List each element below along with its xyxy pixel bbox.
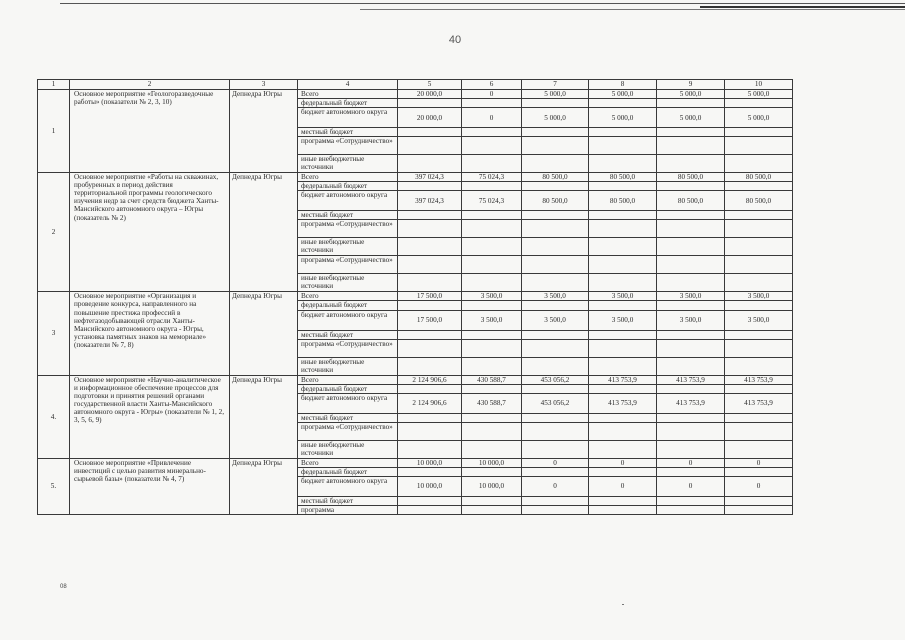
value-cell: 10 000,0 <box>462 458 522 467</box>
value-cell: 3 500,0 <box>725 310 793 330</box>
source-label: Всего <box>298 375 398 384</box>
value-cell: 10 000,0 <box>398 458 462 467</box>
value-cell: 5 000,0 <box>589 90 657 99</box>
event-name: Основное мероприятие «Научно-аналитическое и информационное обеспечение процессов для подготовки и принятия решений органами государственной власти Ханты-Мансийского автономного округа - Югры» (показатели № 1, 2, 3, 5, 6, 9) <box>70 375 230 458</box>
source-label: программа «Сотрудничество» <box>298 339 398 357</box>
event-name: Основное мероприятие «Работы на скважинах, пробуренных в период действия территориальной программы геологического изучения недр за счет средств бюджета Ханты-Мансийского автономного округа – Югры (показатель № 2) <box>70 173 230 292</box>
column-header: 8 <box>589 80 657 90</box>
value-cell: 80 500,0 <box>657 191 725 211</box>
column-header: 10 <box>725 80 793 90</box>
value-cell: 413 753,9 <box>725 375 793 384</box>
value-cell: 3 500,0 <box>522 310 589 330</box>
value-cell: 80 500,0 <box>522 173 589 182</box>
value-cell: 80 500,0 <box>589 191 657 211</box>
value-cell: 430 588,7 <box>462 375 522 384</box>
source-label: местный бюджет <box>298 496 398 505</box>
value-cell: 3 500,0 <box>657 310 725 330</box>
value-cell: 3 500,0 <box>522 292 589 301</box>
table-body <box>38 80 793 515</box>
value-cell: 0 <box>589 458 657 467</box>
value-cell: 10 000,0 <box>462 476 522 496</box>
value-cell: 80 500,0 <box>589 173 657 182</box>
value-cell: 3 500,0 <box>589 292 657 301</box>
header-row <box>38 80 793 90</box>
source-label: федеральный бюджет <box>298 467 398 476</box>
value-cell: 413 753,9 <box>725 393 793 413</box>
column-header: 5 <box>398 80 462 90</box>
event-executor: Депнедра Югры <box>230 90 298 173</box>
value-cell: 5 000,0 <box>522 108 589 128</box>
source-label: местный бюджет <box>298 128 398 137</box>
source-label: федеральный бюджет <box>298 182 398 191</box>
value-cell: 5 000,0 <box>725 108 793 128</box>
event-name: Основное мероприятие «Геологоразведочные работы» (показатели № 2, 3, 10) <box>70 90 230 173</box>
event-number: 2 <box>38 173 70 292</box>
value-cell: 5 000,0 <box>725 90 793 99</box>
source-label: иные внебюджетные источники <box>298 238 398 256</box>
value-cell: 0 <box>657 476 725 496</box>
source-label: программа «Сотрудничество» <box>298 220 398 238</box>
event-number: 3 <box>38 292 70 375</box>
column-header: 3 <box>230 80 298 90</box>
source-label: программа <box>298 505 398 514</box>
value-cell: 5 000,0 <box>657 90 725 99</box>
source-label: программа «Сотрудничество» <box>298 137 398 155</box>
value-cell: 0 <box>725 476 793 496</box>
event-number: 5. <box>38 458 70 514</box>
value-cell: 397 024,3 <box>398 191 462 211</box>
source-label: иные внебюджетные источники <box>298 274 398 292</box>
value-cell: 0 <box>725 458 793 467</box>
budget-table <box>37 79 793 515</box>
value-cell: 3 500,0 <box>589 310 657 330</box>
value-cell: 0 <box>657 458 725 467</box>
source-label: Всего <box>298 458 398 467</box>
value-cell: 3 500,0 <box>725 292 793 301</box>
column-header: 2 <box>70 80 230 90</box>
value-cell: 75 024,3 <box>462 191 522 211</box>
column-header: 6 <box>462 80 522 90</box>
source-label: программа «Сотрудничество» <box>298 256 398 274</box>
event-executor: Депнедра Югры <box>230 458 298 514</box>
value-cell: 17 500,0 <box>398 310 462 330</box>
source-label: Всего <box>298 292 398 301</box>
value-cell: 453 056,2 <box>522 375 589 384</box>
table-row <box>38 90 793 99</box>
value-cell: 80 500,0 <box>725 191 793 211</box>
top-border-line <box>60 3 905 4</box>
value-cell: 17 500,0 <box>398 292 462 301</box>
value-cell: 80 500,0 <box>725 173 793 182</box>
value-cell: 3 500,0 <box>462 292 522 301</box>
source-label: местный бюджет <box>298 211 398 220</box>
source-label: бюджет автономного округа <box>298 108 398 128</box>
value-cell: 413 753,9 <box>589 375 657 384</box>
table-row <box>38 458 793 467</box>
column-header: 9 <box>657 80 725 90</box>
table-row <box>38 173 793 182</box>
value-cell: 10 000,0 <box>398 476 462 496</box>
value-cell: 5 000,0 <box>589 108 657 128</box>
event-executor: Депнедра Югры <box>230 173 298 292</box>
source-label: Всего <box>298 90 398 99</box>
value-cell: 80 500,0 <box>657 173 725 182</box>
top-border-line <box>700 6 905 8</box>
event-name: Основное мероприятие «Организация и проведение конкурса, направленного на повышение престижа профессий в нефтегазодобывающей отрасли Ханты-Мансийского автономного округа - Югры, установка памятных знаков на мемориале» (показатели № 7, 8) <box>70 292 230 375</box>
source-label: федеральный бюджет <box>298 99 398 108</box>
value-cell: 453 056,2 <box>522 393 589 413</box>
table-row <box>38 292 793 301</box>
column-header: 7 <box>522 80 589 90</box>
event-name: Основное мероприятие «Привлечение инвестиций с целью развития минерально-сырьевой базы» (показатели № 4, 7) <box>70 458 230 514</box>
value-cell: 0 <box>522 458 589 467</box>
value-cell: 0 <box>462 90 522 99</box>
source-label: местный бюджет <box>298 413 398 422</box>
value-cell: 2 124 906,6 <box>398 393 462 413</box>
event-number: 4. <box>38 375 70 458</box>
value-cell: 3 500,0 <box>462 310 522 330</box>
event-executor: Депнедра Югры <box>230 375 298 458</box>
page-number: 40 <box>448 34 462 46</box>
event-executor: Депнедра Югры <box>230 292 298 375</box>
column-header: 4 <box>298 80 398 90</box>
event-number: 1 <box>38 90 70 173</box>
source-label: программа «Сотрудничество» <box>298 422 398 440</box>
source-label: бюджет автономного округа <box>298 476 398 496</box>
source-label: бюджет автономного округа <box>298 393 398 413</box>
source-label: иные внебюджетные источники <box>298 357 398 375</box>
value-cell: 75 024,3 <box>462 173 522 182</box>
value-cell: 20 000,0 <box>398 90 462 99</box>
value-cell: 0 <box>522 476 589 496</box>
source-label: федеральный бюджет <box>298 301 398 310</box>
value-cell: 413 753,9 <box>657 375 725 384</box>
source-label: Всего <box>298 173 398 182</box>
value-cell: 2 124 906,6 <box>398 375 462 384</box>
value-cell: 80 500,0 <box>522 191 589 211</box>
value-cell: 0 <box>589 476 657 496</box>
value-cell: 3 500,0 <box>657 292 725 301</box>
value-cell: 397 024,3 <box>398 173 462 182</box>
source-label: местный бюджет <box>298 330 398 339</box>
top-border-line <box>360 9 905 10</box>
value-cell: 413 753,9 <box>589 393 657 413</box>
source-label: бюджет автономного округа <box>298 310 398 330</box>
source-label: бюджет автономного округа <box>298 191 398 211</box>
value-cell: 20 000,0 <box>398 108 462 128</box>
value-cell: 5 000,0 <box>522 90 589 99</box>
scan-speck <box>622 604 624 605</box>
value-cell: 0 <box>462 108 522 128</box>
footer-code: 08 <box>60 584 67 590</box>
source-label: иные внебюджетные источники <box>298 155 398 173</box>
column-header: 1 <box>38 80 70 90</box>
value-cell: 413 753,9 <box>657 393 725 413</box>
source-label: иные внебюджетные источники <box>298 440 398 458</box>
value-cell: 5 000,0 <box>657 108 725 128</box>
value-cell: 430 588,7 <box>462 393 522 413</box>
table-row <box>38 375 793 384</box>
source-label: федеральный бюджет <box>298 384 398 393</box>
